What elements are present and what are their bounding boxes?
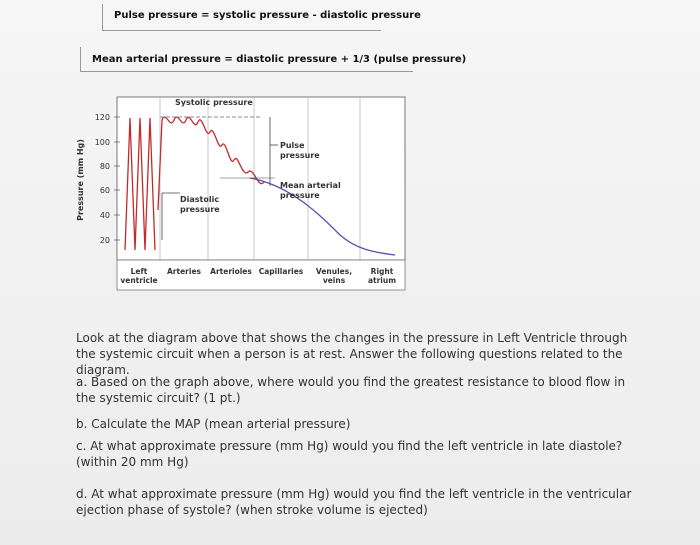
y-tick-label: 20 xyxy=(99,236,110,245)
y-axis-label: Pressure (mm Hg) xyxy=(76,139,85,221)
intro-text: Look at the diagram above that shows the changes in the pressure in Left Ventricle through the systemic circuit when a person is at rest. Answer the following questions related to the diagram. xyxy=(76,331,628,377)
diastolic-label: pressure xyxy=(180,205,220,214)
mean-arterial-label: Mean arterial xyxy=(280,181,341,190)
question-a: a. Based on the graph above, where would you find the greatest resistance to blood flow in the systemic circuit? (1 pt.) xyxy=(76,375,626,405)
question-d: d. At what approximate pressure (mm Hg) would you find the left ventricle in the ventricular ejection phase of systole? (when stroke volume is ejected) xyxy=(76,487,632,517)
diastolic-label: Diastolic xyxy=(180,195,220,204)
region-arterioles: Arterioles xyxy=(210,267,252,276)
region-right-atrium: atrium xyxy=(367,276,397,285)
y-tick-label: 80 xyxy=(99,162,110,171)
mean-arterial-label: pressure xyxy=(280,191,320,200)
y-tick-label: 100 xyxy=(94,138,110,147)
region-venules-veins: Venules, xyxy=(315,267,353,276)
region-left-ventricle: ventricle xyxy=(120,276,158,285)
pulse-pressure-label: pressure xyxy=(280,151,320,160)
question-c: c. At what approximate pressure (mm Hg) would you find the left ventricle in late diastole? (within 20 mm Hg) xyxy=(76,439,623,469)
region-venules-veins: veins xyxy=(322,276,346,285)
region-arteries: Arteries xyxy=(167,267,201,276)
question-b: b. Calculate the MAP (mean arterial pressure) xyxy=(76,417,351,431)
y-tick-label: 40 xyxy=(99,211,110,220)
region-capillaries: Capillaries xyxy=(258,267,304,276)
y-tick-label: 60 xyxy=(99,186,110,195)
systolic-label: Systolic pressure xyxy=(175,98,253,107)
pulse-pressure-label: Pulse xyxy=(280,141,305,150)
pressure-diagram xyxy=(70,90,415,300)
pulse-pressure-equation: Pulse pressure = systolic pressure - diastolic pressure xyxy=(114,10,421,21)
map-equation: Mean arterial pressure = diastolic pressure + 1/3 (pulse pressure) xyxy=(92,54,467,65)
region-left-ventricle: Left xyxy=(130,267,148,276)
region-right-atrium: Right xyxy=(370,267,394,276)
y-tick-label: 120 xyxy=(94,113,110,122)
